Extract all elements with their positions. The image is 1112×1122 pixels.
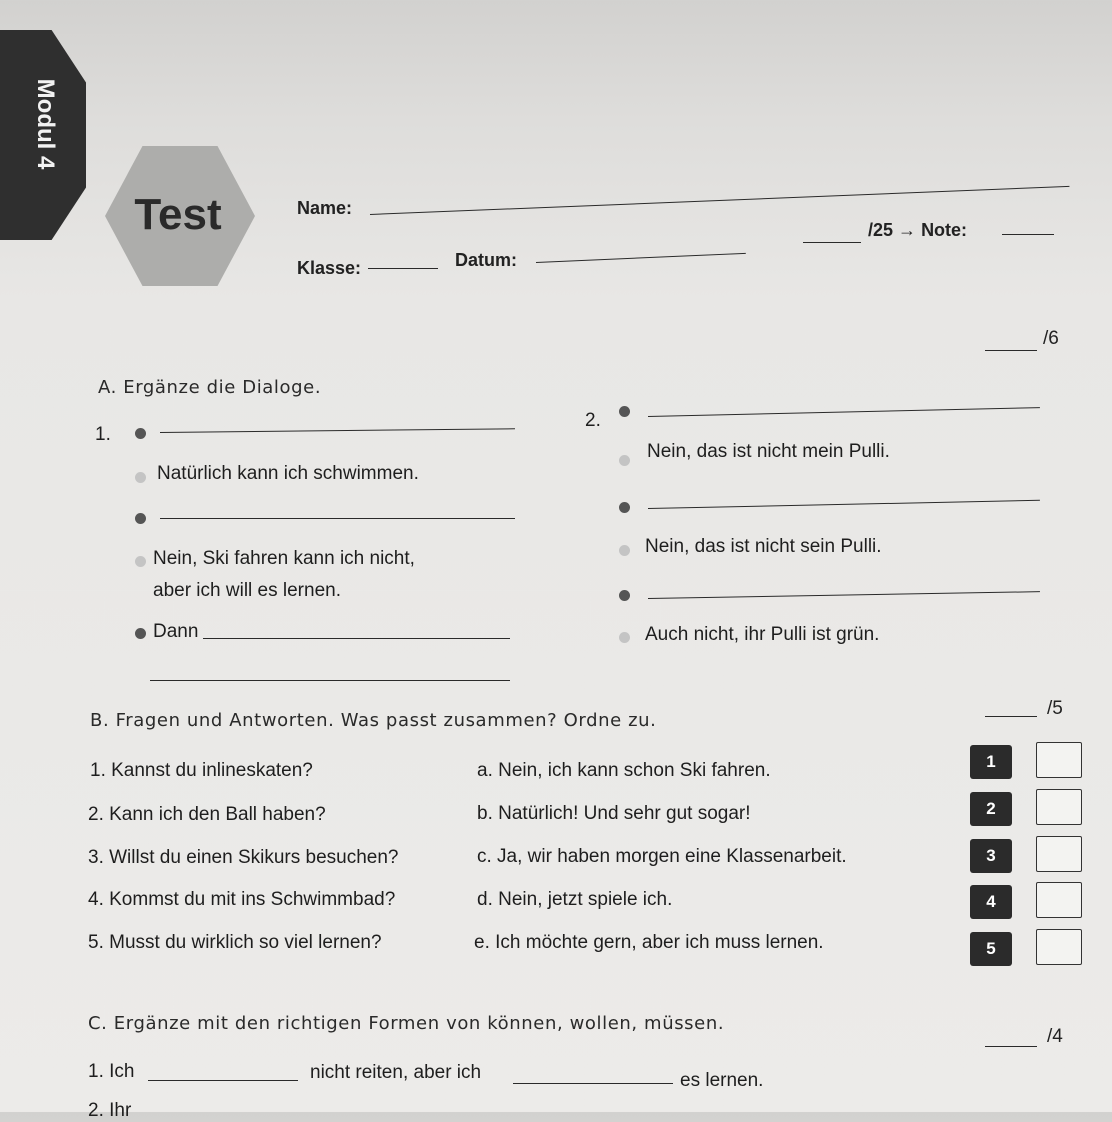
- answer-a: a. Nein, ich kann schon Ski fahren.: [477, 760, 771, 781]
- arrow-icon: →: [898, 220, 917, 240]
- answer-e: e. Ich möchte gern, aber ich muss lernen.: [474, 932, 824, 953]
- dialog-1-line-2a: Nein, Ski fahren kann ich nicht,: [153, 548, 415, 569]
- speaker-dark-icon: [619, 502, 630, 513]
- dialog-1-answer-line-3[interactable]: [203, 638, 510, 639]
- match-number-5: 5: [970, 932, 1012, 966]
- answer-b: b. Natürlich! Und sehr gut sogar!: [477, 803, 751, 824]
- match-number-1: 1: [970, 745, 1012, 779]
- match-number-3: 3: [970, 839, 1012, 873]
- question-3: 3. Willst du einen Skikurs besuchen?: [88, 847, 399, 868]
- speaker-dark-icon: [135, 428, 146, 439]
- dialog-2-line-3: Auch nicht, ihr Pulli ist grün.: [645, 624, 880, 645]
- total-score-value: /25: [868, 220, 894, 240]
- total-score: [868, 220, 967, 241]
- dialog-1-number: 1.: [95, 424, 111, 445]
- question-1: 1. Kannst du inlineskaten?: [90, 760, 313, 781]
- match-number-4: 4: [970, 885, 1012, 919]
- test-title: Test: [134, 190, 222, 239]
- c-row-1-blank-1[interactable]: [148, 1080, 298, 1081]
- speaker-dark-icon: [619, 590, 630, 601]
- match-box-1[interactable]: [1036, 742, 1082, 778]
- datum-line[interactable]: [536, 253, 746, 263]
- dialog-2-answer-line-3[interactable]: [648, 591, 1040, 599]
- klasse-label: Klasse:: [297, 258, 362, 278]
- note-line[interactable]: [1002, 234, 1054, 235]
- c-row-2-start: 2. Ihr: [88, 1100, 132, 1121]
- question-5: 5. Musst du wirklich so viel lernen?: [88, 932, 382, 953]
- dialog-1-answer-line-4[interactable]: [150, 680, 510, 681]
- c-row-1-blank-2[interactable]: [513, 1083, 673, 1084]
- speaker-light-icon: [135, 556, 146, 567]
- score-line[interactable]: [803, 242, 861, 243]
- score-c: /4: [1047, 1026, 1063, 1047]
- name-line[interactable]: [370, 186, 1069, 215]
- dialog-2-line-2: Nein, das ist nicht sein Pulli.: [645, 536, 882, 557]
- score-a-line[interactable]: [985, 350, 1037, 351]
- name-label: Name:: [297, 198, 353, 218]
- score-b: /5: [1047, 698, 1063, 719]
- answer-c: c. Ja, wir haben morgen eine Klassenarbeit.: [477, 846, 847, 867]
- dialog-2-answer-line-1[interactable]: [648, 407, 1040, 417]
- answer-d: d. Nein, jetzt spiele ich.: [477, 889, 673, 910]
- section-c-instruction: C. Ergänze mit den richtigen Formen von können, wollen, müssen.: [88, 1013, 725, 1034]
- datum-label: Datum:: [455, 250, 517, 270]
- score-c-line[interactable]: [985, 1046, 1037, 1047]
- section-a-instruction: A. Ergänze die Dialoge.: [98, 377, 322, 398]
- module-tab-label: Modul 4: [32, 78, 59, 170]
- note-label: Note:: [921, 220, 968, 240]
- match-box-5[interactable]: [1036, 929, 1082, 965]
- section-b-instruction: B. Fragen und Antworten. Was passt zusammen? Ordne zu.: [90, 710, 657, 731]
- match-box-4[interactable]: [1036, 882, 1082, 918]
- dialog-2-number: 2.: [585, 410, 601, 431]
- question-4: 4. Kommst du mit ins Schwimmbad?: [88, 889, 396, 910]
- match-box-2[interactable]: [1036, 789, 1082, 825]
- dialog-1-answer-line-2[interactable]: [160, 518, 515, 519]
- speaker-dark-icon: [135, 628, 146, 639]
- dialog-1-line-2b: aber ich will es lernen.: [153, 580, 341, 601]
- dialog-1-line-3: Dann: [153, 621, 199, 642]
- c-row-1-end: es lernen.: [680, 1070, 764, 1091]
- c-row-1-start: 1. Ich: [88, 1061, 135, 1082]
- match-box-3[interactable]: [1036, 836, 1082, 872]
- question-2: 2. Kann ich den Ball haben?: [88, 804, 326, 825]
- dialog-1-line-1: Natürlich kann ich schwimmen.: [157, 463, 419, 484]
- klasse-line[interactable]: [368, 268, 438, 269]
- speaker-dark-icon: [619, 406, 630, 417]
- dialog-2-line-1: Nein, das ist nicht mein Pulli.: [647, 441, 890, 462]
- speaker-light-icon: [619, 632, 630, 643]
- score-b-line[interactable]: [985, 716, 1037, 717]
- speaker-light-icon: [619, 455, 630, 466]
- dialog-2-answer-line-2[interactable]: [648, 500, 1040, 509]
- match-number-2: 2: [970, 792, 1012, 826]
- dialog-1-answer-line-1[interactable]: [160, 428, 515, 433]
- c-row-1-middle: nicht reiten, aber ich: [310, 1062, 482, 1083]
- speaker-light-icon: [619, 545, 630, 556]
- speaker-dark-icon: [135, 513, 146, 524]
- speaker-light-icon: [135, 472, 146, 483]
- score-a: /6: [1043, 328, 1059, 349]
